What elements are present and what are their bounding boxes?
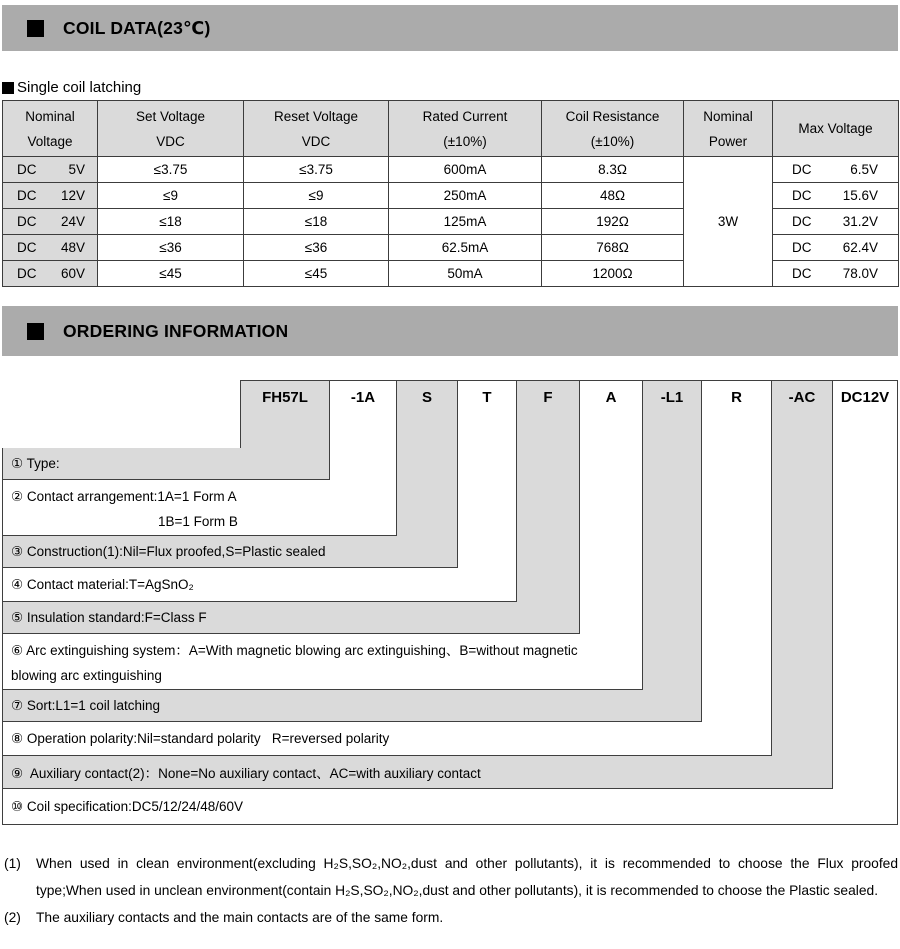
- dc-label: DC: [17, 188, 37, 203]
- cell-nominal-voltage: [3, 261, 98, 287]
- order-code-column-coil-specification: [833, 380, 898, 789]
- dc-label: DC: [792, 240, 812, 255]
- max-voltage-value: 6.5V: [850, 162, 878, 177]
- cell-max-voltage: [773, 209, 899, 235]
- cell-max-voltage: [773, 157, 899, 183]
- dc-label: DC: [792, 214, 812, 229]
- section-title-ordering: ORDERING INFORMATION: [63, 320, 289, 341]
- cell-reset-voltage: ≤36: [244, 235, 389, 261]
- footnote-text: The auxiliary contacts and the main contacts are of the same form.: [36, 910, 444, 925]
- subsection-single-coil-latching: [2, 79, 141, 96]
- order-code-label: DC12V: [840, 389, 890, 406]
- cell-rated-current: 600mA: [389, 157, 542, 183]
- order-row-auxiliary-contact: [2, 756, 833, 789]
- max-voltage-value: 31.2V: [842, 214, 878, 229]
- col-header-nominal-power: [684, 101, 773, 157]
- voltage-value: 60V: [60, 266, 85, 281]
- black-square-icon: [27, 323, 44, 340]
- order-code-column-arc-extinguishing: [580, 380, 643, 634]
- order-row-coil-specification: [2, 789, 898, 825]
- header-line: VDC: [156, 133, 185, 149]
- dc-label: DC: [17, 214, 37, 229]
- footnote-number: (1): [4, 856, 21, 871]
- order-row-text: ① Type:: [11, 455, 60, 471]
- order-row-contact-material: [2, 568, 517, 602]
- section-title-coil-data: COIL DATA(23℃): [63, 17, 211, 38]
- cell-reset-voltage: ≤3.75: [244, 157, 389, 183]
- cell-max-voltage: [773, 235, 899, 261]
- dc-label: DC: [792, 266, 812, 281]
- order-code-label: A: [605, 389, 617, 406]
- cell-coil-resistance: 48Ω: [542, 183, 684, 209]
- cell-nominal-voltage: [3, 235, 98, 261]
- order-row-text: blowing arc extinguishing: [11, 668, 162, 683]
- header-line: Voltage: [27, 133, 73, 149]
- section-header-ordering-information: [2, 306, 898, 356]
- header-line: Power: [708, 133, 748, 149]
- header-line: Reset Voltage: [273, 108, 359, 124]
- order-code-column-insulation-standard: [517, 380, 580, 602]
- col-header-reset-voltage: [244, 101, 389, 157]
- header-line: Rated Current: [422, 108, 508, 124]
- cell-coil-resistance: 192Ω: [542, 209, 684, 235]
- black-square-icon: [27, 20, 44, 37]
- small-square-icon: [2, 82, 14, 94]
- order-row-text: ⑥ Arc extinguishing system：A=With magnetic blowing arc extinguishing、B=without magnetic: [11, 643, 578, 658]
- order-row-text: ④ Contact material:T=AgSnO₂: [11, 576, 194, 592]
- header-line: (±10%): [443, 133, 487, 149]
- order-code-label: FH57L: [262, 389, 308, 406]
- voltage-value: 12V: [60, 188, 85, 203]
- order-row-contact-arrangement: [2, 480, 397, 536]
- table-header-row: [3, 101, 899, 157]
- order-row-text: ⑧ Operation polarity:Nil=standard polarity R=reversed polarity: [11, 730, 390, 746]
- order-row-text: ⑩ Coil specification:DC5/12/24/48/60V: [11, 798, 243, 814]
- order-code-label: R: [731, 389, 742, 406]
- coil-data-table: [2, 100, 899, 287]
- col-header-coil-resistance: [542, 101, 684, 157]
- cell-nominal-voltage: [3, 209, 98, 235]
- order-code-column-auxiliary-contact: [772, 380, 833, 756]
- cell-set-voltage: ≤3.75: [98, 157, 244, 183]
- cell-coil-resistance: 768Ω: [542, 235, 684, 261]
- cell-max-voltage: [773, 183, 899, 209]
- col-header-max-voltage: [773, 101, 899, 157]
- order-row-insulation-standard: [2, 602, 580, 634]
- voltage-value: 48V: [60, 240, 85, 255]
- cell-reset-voltage: ≤9: [244, 183, 389, 209]
- dc-label: DC: [792, 162, 812, 177]
- order-row-sort: [2, 690, 702, 722]
- cell-set-voltage: ≤18: [98, 209, 244, 235]
- header-line: (±10%): [590, 133, 635, 149]
- voltage-value: 5V: [68, 162, 85, 177]
- header-line: Nominal: [25, 108, 75, 124]
- footnote-1: [2, 850, 898, 904]
- order-code-column-contact-material: [458, 380, 517, 568]
- cell-nominal-power: 3W: [684, 157, 773, 287]
- cell-set-voltage: ≤36: [98, 235, 244, 261]
- order-code-label: -L1: [660, 389, 684, 406]
- order-row-text: ③ Construction(1):Nil=Flux proofed,S=Plastic sealed: [11, 543, 326, 559]
- cell-nominal-voltage: [3, 183, 98, 209]
- footnote-text: When used in clean environment(excluding H₂S,SO₂,NO₂,dust and other pollutants), it is recommended to choose the Flux proofed type;When used in unclean environment(contain H₂S,SO₂,NO₂,dust and other pollutants), it is recommended to choose the Plastic sealed.: [36, 856, 898, 898]
- order-row-text: ⑨ Auxiliary contact(2)：None=No auxiliary contact、AC=with auxiliary contact: [11, 766, 481, 781]
- cell-rated-current: 125mA: [389, 209, 542, 235]
- order-code-column-operation-polarity: [702, 380, 772, 722]
- order-row-text: 1B=1 Form B: [158, 514, 238, 529]
- cell-rated-current: 62.5mA: [389, 235, 542, 261]
- header-line: Nominal: [703, 108, 753, 124]
- order-code-column-sort: [643, 380, 702, 690]
- cell-set-voltage: ≤9: [98, 183, 244, 209]
- dc-label: DC: [17, 162, 37, 177]
- cell-coil-resistance: 8.3Ω: [542, 157, 684, 183]
- table-row: [3, 157, 899, 183]
- order-row-arc-extinguishing: [2, 634, 643, 690]
- dc-label: DC: [792, 188, 812, 203]
- order-code-label: F: [543, 389, 553, 406]
- cell-reset-voltage: ≤18: [244, 209, 389, 235]
- cell-max-voltage: [773, 261, 899, 287]
- section-header-coil-data: [2, 5, 898, 51]
- order-code-label: S: [421, 389, 432, 406]
- order-row-text: ② Contact arrangement:1A=1 Form A: [11, 489, 237, 504]
- order-code-column-type: [240, 380, 330, 448]
- cell-reset-voltage: ≤45: [244, 261, 389, 287]
- order-code-label: -AC: [788, 389, 816, 406]
- order-code-column-construction: [397, 380, 458, 536]
- order-row-text: ⑦ Sort:L1=1 coil latching: [11, 697, 161, 713]
- max-voltage-value: 78.0V: [842, 266, 878, 281]
- dc-label: DC: [17, 266, 37, 281]
- subsection-label: Single coil latching: [17, 79, 142, 96]
- order-code-column-contact-arrangement: [330, 380, 397, 480]
- footnote-number: (2): [4, 910, 21, 925]
- col-header-nominal-voltage: [3, 101, 98, 157]
- col-header-rated-current: [389, 101, 542, 157]
- header-line: Set Voltage: [135, 108, 206, 124]
- max-voltage-value: 62.4V: [842, 240, 878, 255]
- header-line: Max Voltage: [798, 121, 873, 136]
- header-line: Coil Resistance: [565, 108, 660, 124]
- order-code-label: -1A: [350, 389, 376, 406]
- dc-label: DC: [17, 240, 37, 255]
- footnotes: [2, 850, 898, 931]
- order-row-type: [2, 448, 330, 480]
- order-row-operation-polarity: [2, 722, 772, 756]
- voltage-value: 24V: [60, 214, 85, 229]
- order-code-label: T: [482, 389, 492, 406]
- cell-rated-current: 50mA: [389, 261, 542, 287]
- footnote-2: [2, 904, 898, 931]
- max-voltage-value: 15.6V: [842, 188, 878, 203]
- cell-nominal-voltage: [3, 157, 98, 183]
- cell-coil-resistance: 1200Ω: [542, 261, 684, 287]
- order-row-construction: [2, 536, 458, 568]
- cell-rated-current: 250mA: [389, 183, 542, 209]
- col-header-set-voltage: [98, 101, 244, 157]
- order-row-text: ⑤ Insulation standard:F=Class F: [11, 609, 207, 625]
- cell-set-voltage: ≤45: [98, 261, 244, 287]
- header-line: VDC: [301, 133, 331, 149]
